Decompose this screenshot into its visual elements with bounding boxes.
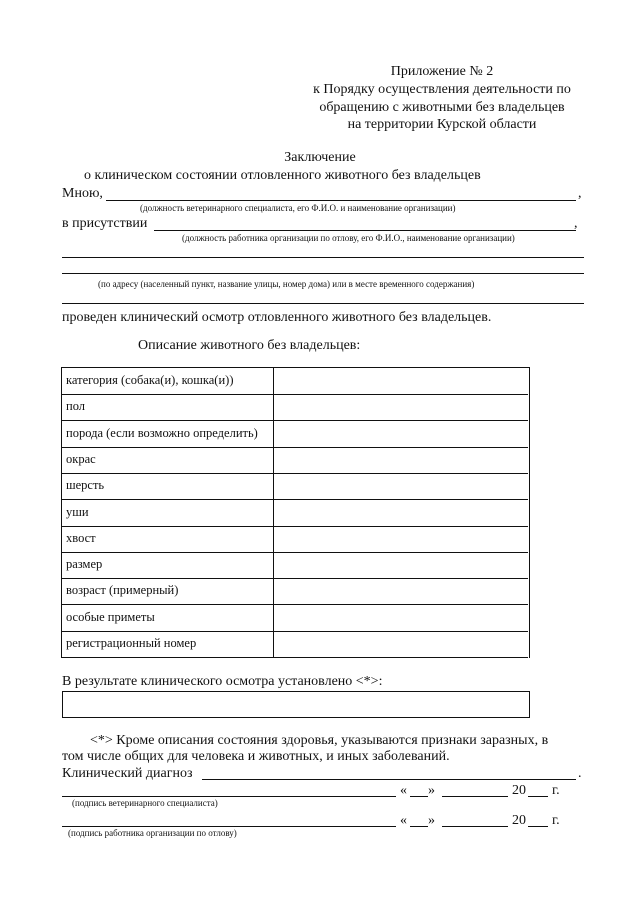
table-row-value-cell[interactable] — [273, 447, 529, 473]
table-row-value-cell[interactable] — [273, 631, 529, 657]
table-row-label: размер — [66, 557, 103, 572]
presence-field-line[interactable] — [154, 230, 576, 231]
diagnosis-field-line[interactable] — [202, 779, 576, 780]
table-row — [62, 552, 528, 579]
table-row — [62, 631, 528, 658]
table-row-label: уши — [66, 504, 89, 519]
table-row — [62, 447, 528, 474]
presence-label: в присутствии — [62, 216, 148, 231]
vet-year-prefix: 20 — [512, 783, 526, 798]
table-row — [62, 473, 528, 500]
table-row — [62, 500, 528, 527]
table-row — [62, 421, 528, 448]
address-line-3[interactable] — [62, 303, 584, 304]
vet-signature-hint: (подпись ветеринарного специалиста) — [72, 798, 218, 808]
vet-year-suffix: г. — [552, 783, 560, 798]
catcher-year-prefix: 20 — [512, 813, 526, 828]
table-row-label: окрас — [66, 451, 96, 466]
table-row-value-cell[interactable] — [273, 473, 529, 499]
vet-signature-line[interactable] — [62, 796, 396, 797]
table-row-label: возраст (примерный) — [66, 583, 179, 598]
catcher-date-day-line[interactable] — [410, 826, 428, 827]
table-row-value-cell[interactable] — [273, 500, 529, 526]
table-row — [62, 578, 528, 605]
note-line-2: том числе общих для человека и животных, и иных заболеваний. — [62, 749, 450, 764]
catcher-date-month-line[interactable] — [442, 826, 508, 827]
table-row — [62, 394, 528, 421]
diagnosis-end-period: . — [578, 766, 582, 781]
table-row-label: порода (если возможно определить) — [66, 425, 258, 440]
table-row-label: категория (собака(и), кошка(и)) — [66, 373, 234, 387]
appendix-title: Приложение № 2 — [390, 64, 494, 79]
table-row — [62, 526, 528, 553]
catcher-year-suffix: г. — [552, 813, 560, 828]
table-row-value-cell[interactable] — [273, 394, 529, 420]
by-hint: (должность ветеринарного специалиста, его Ф.И.О. и наименование организации) — [140, 203, 456, 213]
result-input-box[interactable] — [62, 691, 530, 718]
table-row-label: особые приметы — [66, 609, 155, 624]
note-line-1: <*> Кроме описания состояния здоровья, указываются признаки заразных, в — [90, 733, 549, 748]
by-label: Мною, — [62, 186, 103, 201]
table-row-value-cell[interactable] — [273, 421, 529, 447]
appendix-line-1: к Порядку осуществления деятельности по — [313, 82, 571, 97]
description-title: Описание животного без владельцев: — [138, 338, 361, 353]
appendix-line-2: обращению с животными без владельцев — [319, 100, 565, 115]
table-row-value-cell[interactable] — [273, 526, 529, 552]
vet-date-quote-close: » — [428, 783, 435, 798]
table-row-value-cell[interactable] — [273, 368, 529, 394]
address-hint: (по адресу (населенный пункт, название улицы, номер дома) или в месте временного содержания) — [98, 279, 475, 289]
vet-date-month-line[interactable] — [442, 796, 508, 797]
address-line-1[interactable] — [62, 257, 584, 258]
presence-hint: (должность работника организации по отлову, его Ф.И.О., наименование организации) — [182, 233, 515, 243]
diagnosis-label: Клинический диагноз — [62, 766, 193, 781]
table-row — [62, 368, 528, 395]
table-row-value-cell[interactable] — [273, 578, 529, 604]
catcher-signature-line[interactable] — [62, 826, 396, 827]
document-subtitle: о клиническом состоянии отловленного животного без владельцев — [84, 168, 481, 183]
presence-end-comma: , — [574, 216, 578, 231]
by-field-line[interactable] — [106, 200, 576, 201]
result-label: В результате клинического осмотра установлено <*>: — [62, 674, 383, 689]
table-row-value-cell[interactable] — [273, 552, 529, 578]
document-title: Заключение — [284, 150, 356, 165]
table-row-label: хвост — [66, 530, 96, 545]
table-row-label: шерсть — [66, 478, 105, 493]
table-row-label: регистрационный номер — [66, 636, 197, 650]
table-row-label: пол — [66, 399, 86, 414]
inspection-statement: проведен клинический осмотр отловленного животного без владельцев. — [62, 310, 492, 325]
catcher-year-line[interactable] — [528, 826, 548, 827]
address-line-2[interactable] — [62, 273, 584, 274]
appendix-line-3: на территории Курской области — [347, 117, 537, 132]
vet-date-day-line[interactable] — [410, 796, 428, 797]
by-end-comma: , — [578, 186, 582, 201]
catcher-signature-hint: (подпись работника организации по отлову) — [68, 828, 237, 838]
vet-year-line[interactable] — [528, 796, 548, 797]
table-row — [62, 605, 528, 632]
catcher-date-quote-close: » — [428, 813, 435, 828]
catcher-date-quote-open: « — [400, 813, 407, 828]
table-row-value-cell[interactable] — [273, 605, 529, 631]
vet-date-quote-open: « — [400, 783, 407, 798]
